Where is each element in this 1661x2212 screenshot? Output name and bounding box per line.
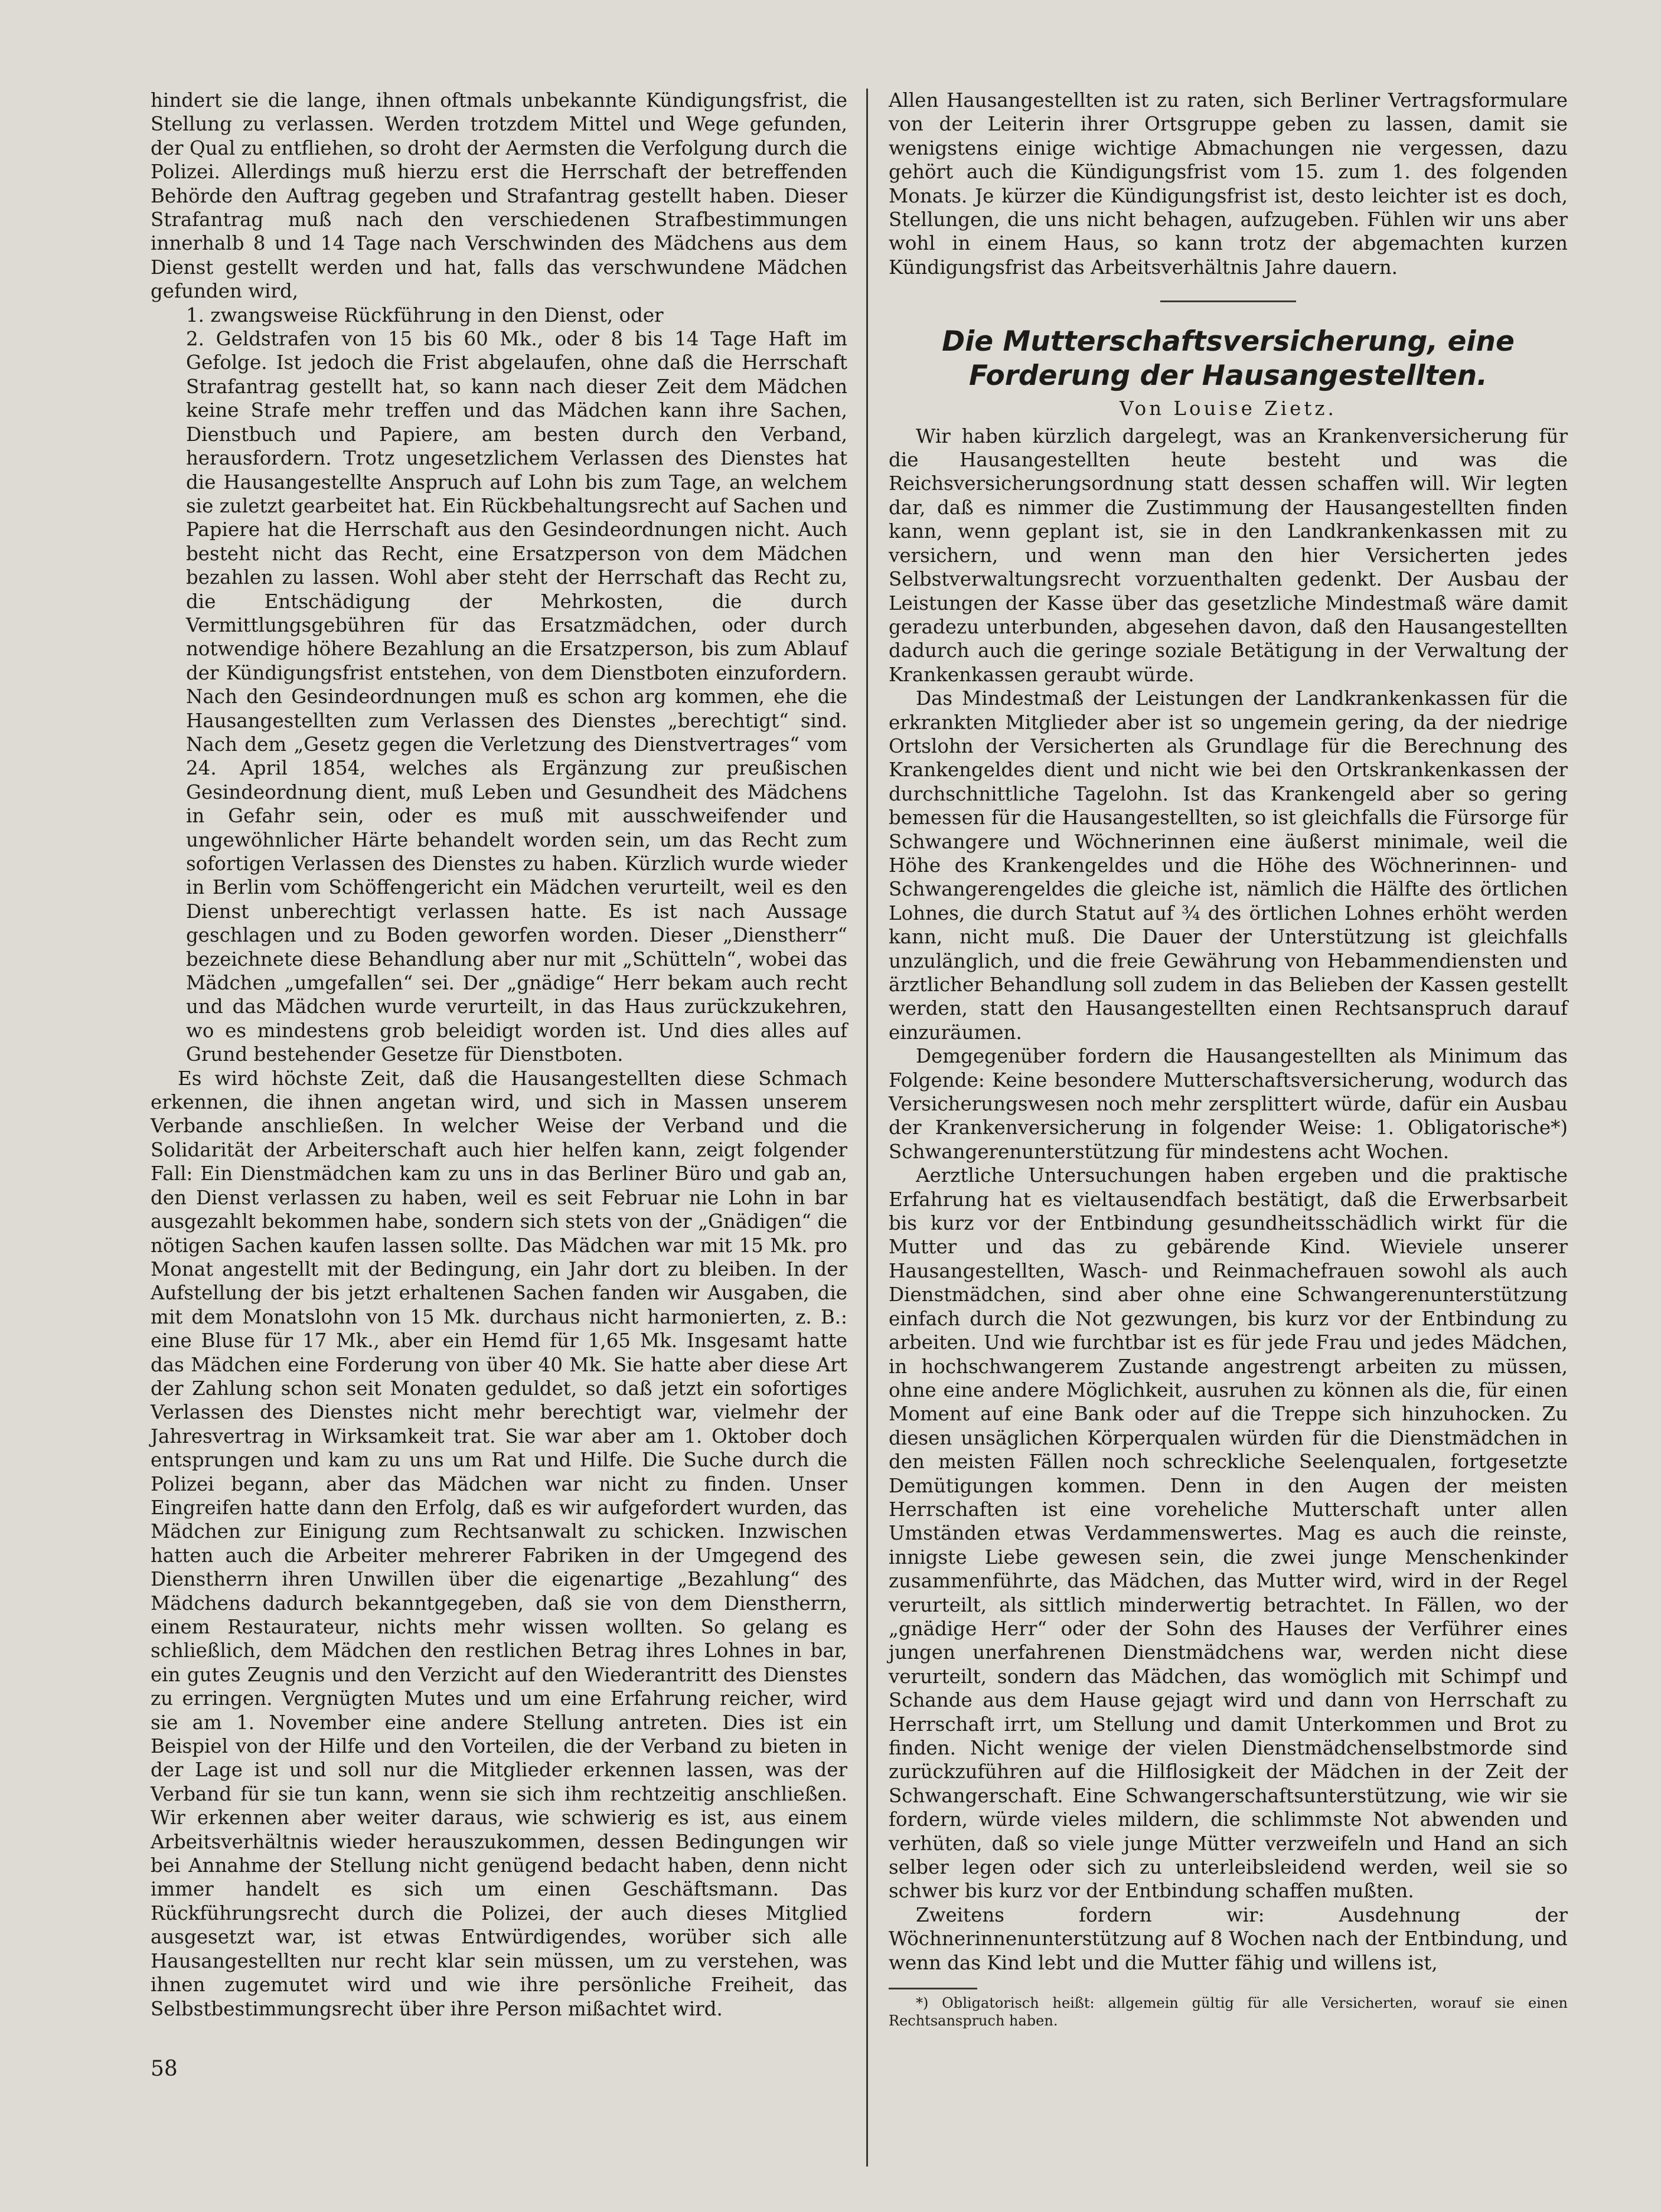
right-paragraph-1: Allen Hausangestellten ist zu raten, sich Berliner Vertragsformulare von der Leiterin ihrer Ortsgruppe geben zu lassen, damit sie wenigstens einige wichtige Abmachungen nie vergessen, dazu gehört auch die Kündigungsfrist vom 15. zum 1. des folgenden Monats. Je kürzer die Kündigungsfrist ist, desto leichter ist es doch, Stellungen, die uns nicht behagen, aufzugeben. Fühlen wir uns aber wohl in einem Haus, so kann trotz der abgemachten kurzen Kündigungsfrist das Arbeitsverhältnis Jahre dauern.: [889, 89, 1568, 279]
right-paragraph-5: Aerztliche Untersuchungen haben ergeben und die praktische Erfahrung hat es vieltausendfach bestätigt, daß die Erwerbsarbeit bis kurz vor der Entbindung gesundheitsschädlich wirkt für die Mutter und das zu gebärende Kind. Wieviele unserer Hausangestellten, Wasch- und Reinmachefrauen sowohl als auch Dienstmädchen, sind aber ohne eine Schwangerenunterstützung einfach durch die Not gezwungen, bis kurz vor der Entbindung zu arbeiten. Und wie furchtbar ist es für jede Frau und jedes Mädchen, in hochschwangerem Zustande angestrengt arbeiten zu müssen, ohne eine andere Möglichkeit, ausruhen zu können als die, für einen Moment auf eine Bank oder auf die Treppe sich hinzuhocken. Zu diesen unsäglichen Körperqualen würden für die Dienstmädchen in den meisten Fällen noch schreckliche Seelenqualen, fortgesetzte Demütigungen kommen. Denn in den Augen der meisten Herrschaften ist eine voreheliche Mutterschaft unter allen Umständen etwas Verdammenswertes. Mag es auch die reinste, innigste Liebe gewesen sein, die zwei junge Menschenkinder zusammenführte, das Mädchen, das Mutter wird, wird in der Regel verurteilt, als sittlich minderwertig betrachtet. In Fällen, wo der „gnädige Herr“ oder der Sohn des Hauses der Verführer eines jungen unerfahrenen Dienstmädchens war, werden nicht diese verurteilt, sondern das Mädchen, das womöglich mit Schimpf und Schande aus dem Hause gejagt wird und dann von Herrschaft zu Herrschaft irrt, um Stellung und damit Unterkommen und Brot zu finden. Nicht wenige der vielen Dienstmädchenselbstmorde sind zurückzuführen auf die Hilflosigkeit der Mädchen in der Zeit der Schwangerschaft. Eine Schwangerschaftsunterstützung, wie wir sie fordern, würde vieles mildern, die schlimmste Not abwenden und verhüten, daß so viele junge Mütter verzweifeln und Hand an sich selber legen oder sich zu unterleibsleidend werden, weil sie so schwer bis kurz vor der Entbindung schaffen mußten.: [889, 1164, 1568, 1903]
left-column: [151, 89, 847, 2021]
right-paragraph-3: Das Mindestmaß der Leistungen der Landkrankenkassen für die erkrankten Mitglieder aber ist so ungemein gering, da der niedrige Ortslohn der Versicherten als Grundlage für die Berechnung des Krankengeldes dient und nicht wie bei den Ortskrankenkassen der durchschnittliche Tagelohn. Ist das Krankengeld aber so gering bemessen für die Hausangestellten, so ist gleichfalls die Fürsorge für Schwangere und Wöchnerinnen eine äußerst minimale, weil die Höhe des Krankengeldes und die Höhe des Wöchnerinnen- und Schwangerengeldes die gleiche ist, nämlich die Hälfte des örtlichen Lohnes, die durch Statut auf ¾ des örtlichen Lohnes erhöht werden kann, nicht muß. Die Dauer der Unterstützung ist gleichfalls unzulänglich, und die freie Gewährung von Hebammendiensten und ärztlicher Behandlung soll zudem in das Belieben der Kassen gestellt werden, statt den Hausangestellten einen Rechtsanspruch darauf einzuräumen.: [889, 687, 1568, 1044]
footnote-rule: [889, 1988, 977, 1989]
right-paragraph-6: Zweitens fordern wir: Ausdehnung der Wöchnerinnenunterstützung auf 8 Wochen nach der Entbindung, und wenn das Kind lebt und die Mutter fähig und willens ist,: [889, 1903, 1568, 1974]
right-column: [889, 89, 1568, 2030]
byline: Von Louise Zietz.: [1120, 397, 1337, 420]
article-title: Die Mutterschaftsversicherung, eine Forderung der Hausangestellten.: [942, 325, 1515, 393]
right-paragraph-2: Wir haben kürzlich dargelegt, was an Krankenversicherung für die Hausangestellten heute besteht und was die Reichsversicherungsordnung statt dessen schaffen will. Wir legten dar, daß es nimmer die Zustimmung der Hausangestellten finden kann, wenn geplant ist, sie in den Landkrankenkassen mit zu versichern, und wenn man den hier Versicherten jedes Selbstverwaltungsrecht vorzuenthalten gedenkt. Der Ausbau der Leistungen der Kasse über das gesetzliche Mindestmaß wäre damit geradezu unterbunden, abgesehen davon, daß den Hausangestellten dadurch auch die geringe soziale Betätigung in der Verwaltung der Krankenkassen geraubt würde.: [889, 424, 1568, 686]
list-item-1: 1. zwangsweise Rückführung in den Dienst, oder: [186, 303, 664, 326]
left-paragraph-2: Es wird höchste Zeit, daß die Hausangestellten diese Schmach erkennen, die ihnen angetan wird, und sich in Massen unserem Verbande anschließen. In welcher Weise der Verband und die Solidarität der Arbeiterschaft auch hier helfen kann, zeigt folgender Fall: Ein Dienstmädchen kam zu uns in das Berliner Büro und gab an, den Dienst verlassen zu haben, weil es seit Februar nie Lohn in bar ausgezahlt bekommen habe, sondern sich stets von der „Gnädigen“ die nötigen Sachen kaufen lassen sollte. Das Mädchen war mit 15 Mk. pro Monat angestellt mit der Bedingung, ein Jahr dort zu bleiben. In der Aufstellung der bis jetzt erhaltenen Sachen fanden wir Ausgaben, die mit dem Monatslohn von 15 Mk. durchaus nicht harmonierten, z. B.: eine Bluse für 17 Mk., aber ein Hemd für 1,65 Mk. Insgesamt hatte das Mädchen eine Forderung von über 40 Mk. Sie hatte aber diese Art der Zahlung schon seit Monaten geduldet, so daß jetzt ein sofortiges Verlassen des Dienstes nicht mehr berechtigt war, vielmehr der Jahresvertrag in Wirksamkeit trat. Sie war aber am 1. Oktober doch entsprungen und kam zu uns um Rat und Hilfe. Die Suche durch die Polizei begann, aber das Mädchen war nicht zu finden. Unser Eingreifen hatte dann den Erfolg, daß es wir aufgefordert wurden, das Mädchen zur Einigung zum Rechtsanwalt zu schicken. Inzwischen hatten auch die Arbeiter mehrerer Fabriken in der Umgegend des Dienstherrn ihren Unwillen über die eigenartige „Bezahlung“ des Mädchens dadurch bekanntgegeben, daß sie von dem Dienstherrn, einem Restaurateur, nichts mehr wissen wollten. So gelang es schließlich, dem Mädchen den restlichen Betrag ihres Lohnes in bar, ein gutes Zeugnis und den Verzicht auf den Wiederantritt des Dienstes zu erringen. Vergnügten Mutes und um eine Erfahrung reicher, wird sie am 1. November eine andere Stellung antreten. Dies ist ein Beispiel von der Hilfe und den Vorteilen, die der Verband zu bieten in der Lage ist und soll nur die Mitglieder erkennen lassen, was der Verband für sie tun kann, wenn sie sich ihm rechtzeitig anschließen. Wir erkennen aber weiter daraus, wie schwierig es ist, aus einem Arbeitsverhältnis wieder herauszukommen, dessen Bedingungen wir bei Annahme der Stellung nicht genügend bedacht haben, denn nicht immer handelt es sich um einen Geschäftsmann. Das Rückführungsrecht durch die Polizei, der auch dieses Mitglied ausgesetzt war, ist etwas Entwürdigendes, worüber sich alle Hausangestellten nur recht klar sein müssen, um zu verstehen, was ihnen zugemutet wird und wie ihre persönliche Freiheit, das Selbstbestimmungsrecht über ihre Person mißachtet wird.: [151, 1067, 847, 2020]
left-intro-paragraph: hindert sie die lange, ihnen oftmals unbekannte Kündigungsfrist, die Stellung zu verlassen. Werden trotzdem Mittel und Wege gefunden, der Qual zu entfliehen, so droht der Aermsten die Verfolgung durch die Polizei. Allerdings muß hierzu erst die Herrschaft der betreffenden Behörde den Auftrag gegeben und Strafantrag gestellt haben. Dieser Strafantrag muß nach den verschiedenen Strafbestimmungen innerhalb 8 und 14 Tage nach Verschwinden des Mädchens aus dem Dienst gestellt werden und hat, falls das verschwundene Mädchen gefunden wird,: [151, 89, 847, 303]
right-paragraph-4: Demgegenüber fordern die Hausangestellten als Minimum das Folgende: Keine besondere Mutterschaftsversicherung, wodurch das Versicherungswesen noch mehr zersplittert würde, dafür ein Ausbau der Krankenversicherung in folgender Weise: 1. Obligatorische*) Schwangerenunterstützung für mindestens acht Wochen.: [889, 1045, 1568, 1163]
section-separator: [1160, 300, 1296, 302]
footnote: *) Obligatorisch heißt: allgemein gültig für alle Versicherten, worauf sie einen Rechtsanspruch haben.: [889, 1995, 1568, 2030]
column-divider: [866, 89, 868, 2167]
list-item-2: 2. Geldstrafen von 15 bis 60 Mk., oder 8 bis 14 Tage Haft im Gefolge. Ist jedoch die Frist abgelaufen, ohne daß die Herrschaft Strafantrag gestellt hat, so kann nach dieser Zeit dem Mädchen keine Strafe mehr treffen und das Mädchen kann ihre Sachen, Dienstbuch und Papiere, am besten durch den Verband, herausfordern. Trotz ungesetzlichem Verlassen des Dienstes hat die Hausangestellte Anspruch auf Lohn bis zum Tage, an welchem sie zuletzt gearbeitet hat. Ein Rückbehaltungsrecht auf Sachen und Papiere hat die Herrschaft aus den Gesindeordnungen nicht. Auch besteht nicht das Recht, eine Ersatzperson von dem Mädchen bezahlen zu lassen. Wohl aber steht der Herrschaft das Recht zu, die Entschädigung der Mehrkosten, die durch Vermittlungsgebühren für das Ersatzmädchen, oder durch notwendige höhere Bezahlung an die Ersatzperson, bis zum Ablauf der Kündigungsfrist entstehen, von dem Dienstboten einzufordern. Nach den Gesindeordnungen muß es schon arg kommen, ehe die Hausangestellten zum Verlassen des Dienstes „berechtigt“ sind. Nach dem „Gesetz gegen die Verletzung des Dienstvertrages“ vom 24. April 1854, welches als Ergänzung zur preußischen Gesindeordnung dient, muß Leben und Gesundheit des Mädchens in Gefahr sein, oder es muß mit ausschweifender und ungewöhnlicher Härte behandelt worden sein, um das Recht zum sofortigen Verlassen des Dienstes zu haben. Kürzlich wurde wieder in Berlin vom Schöffengericht ein Mädchen verurteilt, weil es den Dienst unberechtigt verlassen hatte. Es ist nach Aussage geschlagen und zu Boden geworfen worden. Dieser „Dienstherr“ bezeichnete diese Behandlung aber nur mit „Schütteln“, wobei das Mädchen „umgefallen“ sei. Der „gnädige“ Herr bekam auch recht und das Mädchen wurde verurteilt, in das Haus zurückzukehren, wo es mindestens grob beleidigt worden ist. Und dies alles auf Grund bestehender Gesetze für Dienstboten.: [186, 328, 847, 1066]
page-number: 58: [151, 2057, 178, 2081]
